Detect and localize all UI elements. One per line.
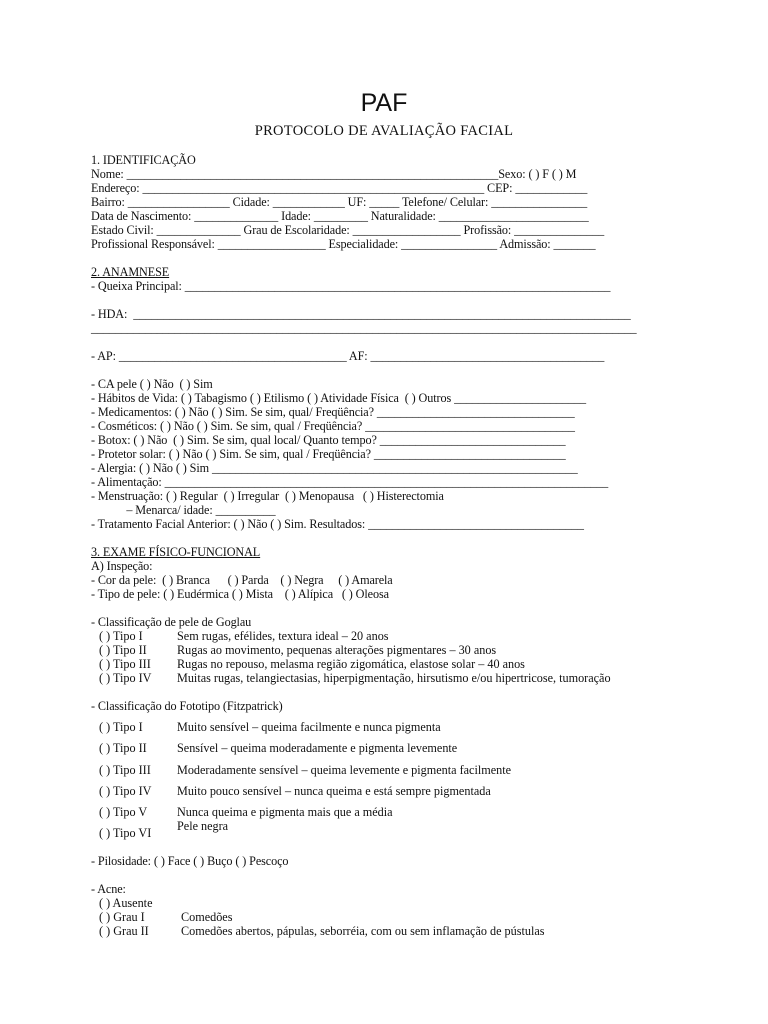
glogau-option: ( ) Tipo I (99, 629, 143, 643)
item-protetor: - Protetor solar: ( ) Não ( ) Sim. Se sim, qual / Freqüência? ________________________________ (91, 447, 566, 461)
glogau-description: Rugas ao movimento, pequenas alterações pigmentares – 30 anos (177, 643, 497, 657)
acne-description: Comedões (181, 910, 233, 924)
acne-option: ( ) Grau II (99, 924, 149, 938)
field-cor-pele: - Cor da pele: ( ) Branca ( ) Parda ( ) Negra ( ) Amarela (91, 573, 393, 587)
item-menstruacao: - Menstruação: ( ) Regular ( ) Irregular ( ) Menopausa ( ) Histerectomia (91, 489, 444, 503)
glogau-description: Sem rugas, efélides, textura ideal – 20 anos (177, 629, 389, 643)
section-anamnese-heading: 2. ANAMNESE (91, 265, 170, 279)
fitzpatrick-description: Muito sensível – queima facilmente e nunca pigmenta (177, 720, 441, 734)
field-profissional: Profissional Responsável: __________________ Especialidade: ________________ Admissão: _______ (91, 237, 596, 251)
fitzpatrick-title: - Classificação do Fototipo (Fitzpatrick) (91, 699, 283, 713)
field-hda-continuation: ___________________________________________________________________________________________ (91, 321, 637, 335)
section-identificacao-heading: 1. IDENTIFICAÇÃO (91, 153, 196, 167)
fitzpatrick-description: Nunca queima e pigmenta mais que a média (177, 805, 393, 819)
glogau-option: ( ) Tipo II (99, 643, 147, 657)
fitzpatrick-option: ( ) Tipo VI (99, 826, 152, 840)
fitzpatrick-option: ( ) Tipo II (99, 741, 147, 755)
fitzpatrick-description: Muito pouco sensível – nunca queima e está sempre pigmentada (177, 784, 491, 798)
field-endereco: Endereço: _________________________________________________________ CEP: ____________ (91, 181, 588, 195)
acne-option: ( ) Ausente (99, 896, 153, 910)
field-nascimento: Data de Nascimento: ______________ Idade: _________ Naturalidade: _________________________ (91, 209, 589, 223)
document-title: PAF (360, 89, 408, 117)
fitzpatrick-option: ( ) Tipo III (99, 763, 151, 777)
field-nome: Nome: ______________________________________________________________Sexo: ( ) F ( ) M (91, 167, 577, 181)
item-tratamento-anterior: - Tratamento Facial Anterior: ( ) Não ( ) Sim. Resultados: ____________________________________ (91, 517, 584, 531)
acne-description: Comedões abertos, pápulas, seborréia, com ou sem inflamação de pústulas (181, 924, 545, 938)
item-alergia: - Alergia: ( ) Não ( ) Sim _____________________________________________________________ (91, 461, 578, 475)
glogau-option: ( ) Tipo IV (99, 671, 152, 685)
fitzpatrick-option: ( ) Tipo IV (99, 784, 152, 798)
acne-option: ( ) Grau I (99, 910, 145, 924)
item-ca-pele: - CA pele ( ) Não ( ) Sim (91, 377, 213, 391)
fitzpatrick-description: Moderadamente sensível – queima levemente e pigmenta facilmente (177, 763, 512, 777)
glogau-option: ( ) Tipo III (99, 657, 151, 671)
field-tipo-pele: - Tipo de pele: ( ) Eudérmica ( ) Mista ( ) Alípica ( ) Oleosa (91, 587, 389, 601)
section-exame-heading: 3. EXAME FÍSICO-FUNCIONAL (91, 545, 261, 559)
fitzpatrick-description: Sensível – queima moderadamente e pigmenta levemente (177, 741, 458, 755)
field-hda: - HDA: ___________________________________________________________________________________ (91, 307, 631, 321)
item-cosmeticos: - Cosméticos: ( ) Não ( ) Sim. Se sim, qual / Freqüência? ___________________________________ (91, 419, 575, 433)
item-medicamentos: - Medicamentos: ( ) Não ( ) Sim. Se sim, qual/ Freqüência? _________________________________ (91, 405, 575, 419)
item-habitos: - Hábitos de Vida: ( ) Tabagismo ( ) Etilismo ( ) Atividade Física ( ) Outros ______________________ (91, 391, 586, 405)
item-botox: - Botox: ( ) Não ( ) Sim. Se sim, qual local/ Quanto tempo? _______________________________ (91, 433, 566, 447)
fitzpatrick-option: ( ) Tipo V (99, 805, 148, 819)
fitzpatrick-description: Pele negra (177, 819, 229, 833)
document-subtitle: PROTOCOLO DE AVALIAÇÃO FACIAL (254, 123, 514, 139)
field-bairro: Bairro: _________________ Cidade: ____________ UF: _____ Telefone/ Celular: ________________ (91, 195, 588, 209)
item-alimentacao: - Alimentação: __________________________________________________________________________ (91, 475, 609, 489)
field-ap-af: - AP: ______________________________________ AF: _______________________________________ (91, 349, 605, 363)
field-estado-civil: Estado Civil: ______________ Grau de Escolaridade: __________________ Profissão: _______________ (91, 223, 605, 237)
acne-title: - Acne: (91, 882, 126, 896)
fitzpatrick-option: ( ) Tipo I (99, 720, 143, 734)
field-pilosidade: - Pilosidade: ( ) Face ( ) Buço ( ) Pescoço (91, 854, 289, 868)
item-menarca: – Menarca/ idade: __________ (91, 503, 276, 517)
inspecao-label: A) Inspeção: (91, 559, 153, 573)
glogau-description: Muitas rugas, telangiectasias, hiperpigmentação, hirsutismo e/ou hipertricose, tumoração (177, 671, 611, 685)
glogau-title: - Classificação de pele de Goglau (91, 615, 252, 629)
field-queixa: - Queixa Principal: _______________________________________________________________________ (91, 279, 611, 293)
glogau-description: Rugas no repouso, melasma região zigomática, elastose solar – 40 anos (177, 657, 525, 671)
